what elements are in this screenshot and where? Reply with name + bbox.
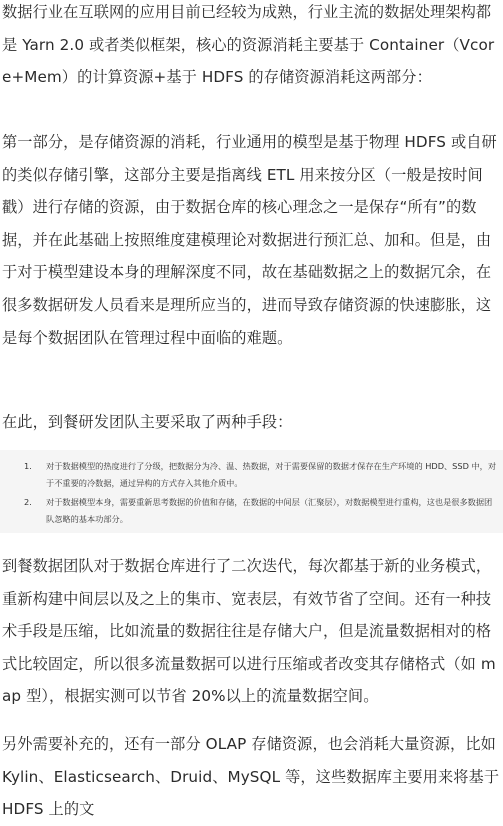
paragraph-olap: 另外需要补充的，还有一部分 OLAP 存储资源，也会消耗大量资源，比如 Kylin、Elasticsearch、Druid、MySQL 等，这些数据库主要用来将基于 HDFS 上的文 bbox=[2, 735, 500, 819]
paragraph-warehouse-iteration: 到餐数据团队对于数据仓库进行了二次迭代，每次都基于新的业务模式，重新构建中间层以及之上的集市、宽表层，有效节省了空间。还有一种技术手段是压缩，比如流量的数据往往是存储大户，但是流量数据相对的格式比较固定，所以很多流量数据可以进行压缩或者改变其存储格式（如 map 型），根据实测可以节省 20%以上的流量数据空间。 bbox=[2, 557, 496, 706]
list-item-number: 2. bbox=[24, 497, 32, 507]
list-item-text: 对于数据模型的热度进行了分级，把数据分为冷、温、热数据，对于需要保留的数据才保存在生产环境的 HDD、SSD 中，对于不重要的冷数据，通过异构的方式存入其他介质中。 bbox=[46, 461, 497, 489]
paragraph-measures-intro: 在此，到餐研发团队主要采取了两种手段： bbox=[2, 413, 293, 431]
paragraph-intro: 数据行业在互联网的应用目前已经较为成熟，行业主流的数据处理架构都是 Yarn 2.0 或者类似框架，核心的资源消耗主要基于 Container（Vcore+Mem）的计算资源+基于 HDFS 的存储资源消耗这两部分： bbox=[2, 3, 495, 87]
list-item-text: 对于数据模型本身，需要重新思考数据的价值和存储，在数据的中间层（汇聚层），对数据模型进行重构，这也是很多数据团队忽略的基本功部分。 bbox=[46, 497, 493, 525]
list-item-number: 1. bbox=[24, 461, 32, 471]
measures-list bbox=[0, 450, 503, 533]
paragraph-storage: 第一部分，是存储资源的消耗，行业通用的模型是基于物理 HDFS 或自研的类似存储引擎，这部分主要是指离线 ETL 用来按分区（一般是按时间戳）进行存储的资源，由于数据仓库的核心理念之一是保存“所有”的数据，并在此基础上按照维度建模理论对数据进行预汇总、加和。但是，由于对于模型建设本身的理解深度不同，故在基础数据之上的数据冗余，在很多数据研发人员看来是理所应当的，进而导致存储资源的快速膨胀，这是每个数据团队在管理过程中面临的难题。 bbox=[2, 133, 497, 347]
